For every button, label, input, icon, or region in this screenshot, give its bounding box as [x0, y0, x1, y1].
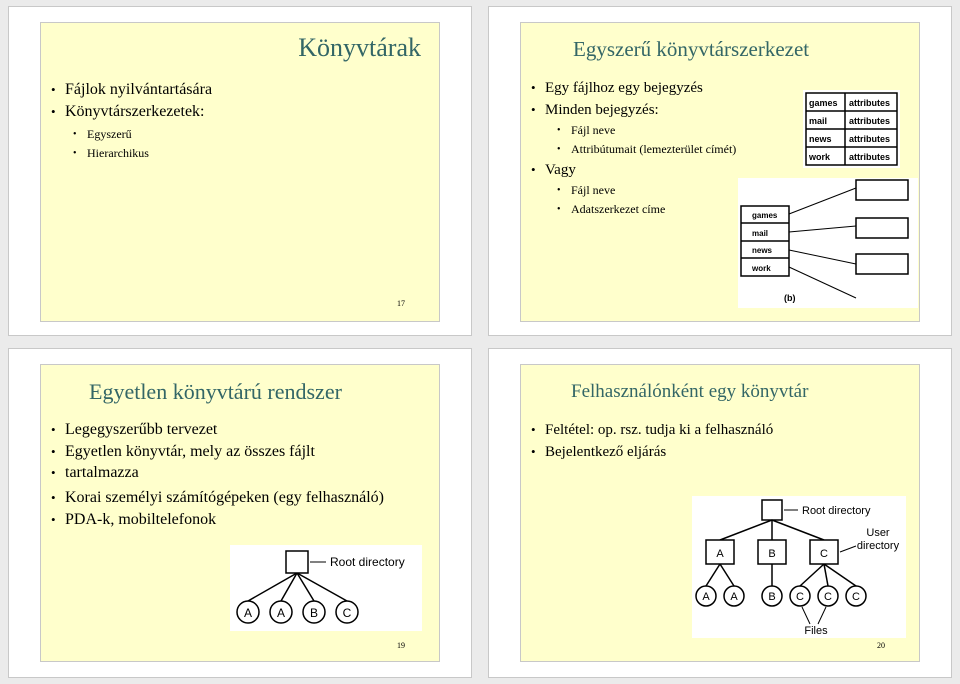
per-user-directory-figure: [692, 496, 906, 638]
user-directory-label: User: [866, 527, 890, 539]
page-number: 19: [397, 641, 405, 650]
figure-caption: (b): [784, 293, 796, 303]
entry-name: work: [752, 264, 771, 273]
slide-title: Egyetlen könyvtárú rendszer: [89, 379, 342, 404]
directory-figure-b: [738, 178, 918, 308]
user-directory-box: [706, 540, 734, 564]
bullet-item: • PDA-k, mobiltelefonok: [51, 509, 384, 531]
bullet-list: [531, 77, 736, 219]
file-label: A: [730, 591, 738, 603]
root-directory-box: [762, 500, 782, 520]
sub-bullet-item: • Attribútumait (lemezterület címét): [557, 140, 736, 159]
root-directory-label: Root directory: [330, 555, 405, 569]
sub-bullet-item: • Egyszerű: [73, 125, 212, 144]
file-node: [270, 601, 292, 623]
bullet-list: [531, 419, 773, 463]
sub-bullet-item: • Fájl neve: [557, 181, 736, 200]
file-label: C: [796, 591, 804, 603]
file-label: A: [243, 606, 253, 620]
user-label: B: [768, 548, 776, 560]
file-label: B: [309, 606, 319, 620]
file-node: [818, 586, 838, 606]
bullet-list: [51, 79, 212, 163]
bullet-item: • Feltétel: op. rsz. tudja ki a felhasználó: [531, 419, 773, 441]
file-label: C: [852, 591, 860, 603]
page-number: 20: [877, 641, 885, 650]
entry-name: mail: [809, 116, 828, 126]
file-node: [790, 586, 810, 606]
bullet-item: • Legegyszerűbb tervezet: [51, 419, 384, 441]
file-node: [696, 586, 716, 606]
file-node: [724, 586, 744, 606]
entry-name: news: [809, 134, 832, 144]
file-label: A: [702, 591, 710, 603]
entry-attributes: attributes: [849, 134, 891, 144]
user-directory-box: [758, 540, 786, 564]
bullet-continuation: • tartalmazza: [51, 462, 384, 484]
bullet-item: • Könyvtárszerkezetek:: [51, 101, 212, 123]
file-node: [846, 586, 866, 606]
file-label: A: [276, 606, 286, 620]
entry-name: work: [809, 152, 831, 162]
entry-attributes: attributes: [849, 152, 891, 162]
entry-name: news: [752, 246, 773, 255]
file-label: C: [342, 606, 352, 620]
bullet-item: • Fájlok nyilvántartására: [51, 79, 212, 101]
files-label: Files: [804, 625, 828, 637]
entry-attributes: attributes: [849, 98, 891, 108]
entry-attributes: attributes: [849, 116, 891, 126]
bullet-item: • Vagy: [531, 159, 736, 181]
user-directory-label: directory: [856, 540, 900, 552]
figure-background: [692, 496, 906, 638]
bullet-item: • Minden bejegyzés:: [531, 99, 736, 121]
entry-name: games: [752, 211, 778, 220]
user-label: A: [716, 548, 724, 560]
single-directory-figure: [230, 545, 422, 631]
file-node: [762, 586, 782, 606]
page-number: 17: [397, 299, 405, 308]
slide-title: Felhasználónként egy könyvtár: [571, 381, 809, 402]
file-label: C: [824, 591, 832, 603]
file-node: [336, 601, 358, 623]
file-node: [237, 601, 259, 623]
directory-figure-a: [803, 90, 900, 168]
bullet-item: • Egyetlen könyvtár, mely az összes fájlt: [51, 441, 384, 463]
sub-bullet-item: • Fájl neve: [557, 121, 736, 140]
file-label: B: [768, 591, 776, 603]
root-directory-box: [286, 551, 308, 573]
bullet-item: • Korai személyi számítógépeken (egy felhasználó): [51, 487, 384, 509]
user-directory-box: [810, 540, 838, 564]
slide-title: Könyvtárak: [298, 33, 421, 62]
slide-title: Egyszerű könyvtárszerkezet: [573, 37, 810, 61]
entry-name: games: [809, 98, 838, 108]
bullet-list: [51, 419, 384, 531]
user-label: C: [820, 548, 828, 560]
file-node: [303, 601, 325, 623]
slide-17: [40, 22, 440, 322]
entry-name: mail: [752, 229, 769, 238]
sub-bullet-item: • Adatszerkezet címe: [557, 200, 736, 219]
bullet-item: • Bejelentkező eljárás: [531, 441, 773, 463]
sub-bullet-item: • Hierarchikus: [73, 144, 212, 163]
bullet-item: • Egy fájlhoz egy bejegyzés: [531, 77, 736, 99]
figure-background: [738, 178, 918, 308]
root-directory-label: Root directory: [802, 505, 871, 517]
